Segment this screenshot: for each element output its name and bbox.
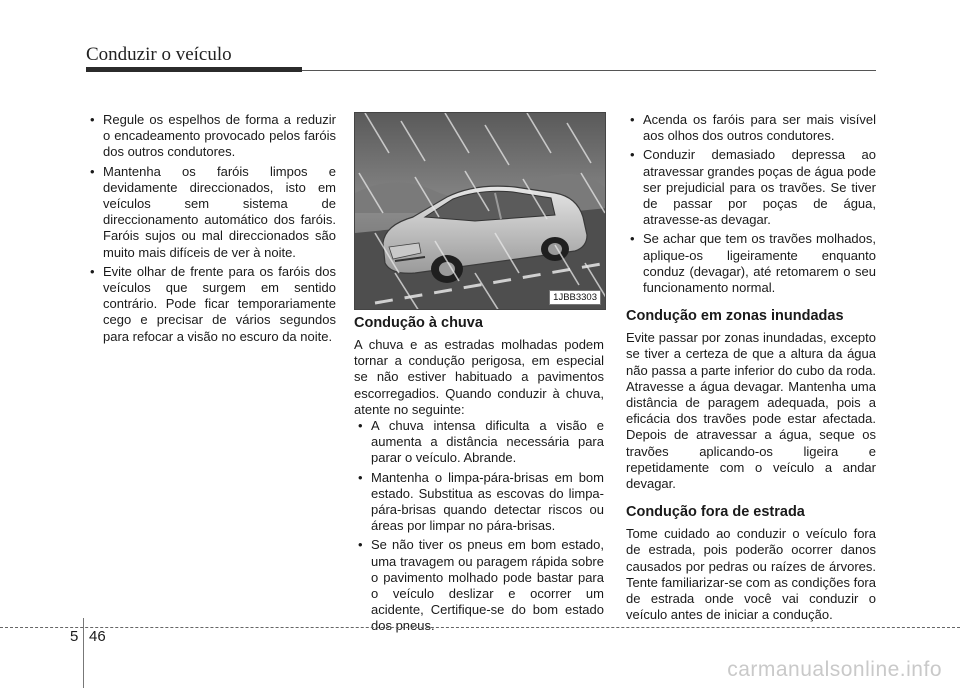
column-3 <box>626 112 876 623</box>
column-2 <box>354 314 604 638</box>
bullet-item: • A chuva intensa dificulta a visão e aumenta a distância necessária para parar o veículo. Abrande. <box>354 418 604 467</box>
car-in-rain-image <box>355 113 606 310</box>
bullet-item: • Mantenha o limpa-pára-brisas em bom estado. Substitua as escovas do limpa-pára-brisas quando detectar riscos ou áreas por limpar no pára-brisas. <box>354 470 604 535</box>
flood-section-text: Evite passar por zonas inundadas, excepto se tiver a certeza de que a altura da água não passa a parte inferior do cubo da roda. Atravesse a água devagar. Mantenha uma distância de paragem adequada, pois a eficácia dos travões pode estar afectada. Depois de atravessar a água, seque os travões aplicando-os ligeira e repetidamente com o veículo a andar devagar. <box>626 330 876 492</box>
bullet-item: • Conduzir demasiado depressa ao atravessar grandes poças de água pode ser prejudicial para os travões. Se tiver de passar por poças de água, atravesse-as devagar. <box>626 147 876 228</box>
rain-section-heading: Condução à chuva <box>354 315 483 331</box>
header-rule-thin <box>302 70 876 71</box>
bullet-item: • Se não tiver os pneus em bom estado, uma travagem ou paragem rápida sobre o pavimento molhado pode bastar para o veículo deslizar e ocorrer um acidente, Certifique-se do bom estado dos pneus. <box>354 537 604 634</box>
watermark-text: carmanualsonline.info <box>727 658 942 681</box>
bullet-item: • Se achar que tem os travões molhados, aplique-os ligeiramente enquanto conduz (devagar), até retomarem o seu funcionamento normal. <box>626 231 876 296</box>
offroad-section-heading: Condução fora de estrada <box>626 504 805 521</box>
rain-car-illustration <box>354 112 606 310</box>
footer-dashed-rule <box>0 627 960 628</box>
bullet-item: • Acenda os faróis para ser mais visível aos olhos dos outros condutores. <box>626 112 876 144</box>
column-1 <box>86 112 336 348</box>
chapter-number: 5 <box>70 628 79 645</box>
rain-section-intro: A chuva e as estradas molhadas podem tornar a condução perigosa, em especial se não estiver habituado a pavimentos escorregadios. Quando conduzir à chuva, atente no seguinte: <box>354 337 604 417</box>
rain-bullets <box>354 418 604 635</box>
flood-section-heading: Condução em zonas inundadas <box>626 308 844 325</box>
bullet-item: • Regule os espelhos de forma a reduzir o encadeamento provocado pelos faróis dos outros condutores. <box>86 112 336 161</box>
page-header-title: Conduzir o veículo <box>86 44 232 65</box>
header-rule-thick <box>86 67 302 72</box>
bullet-item: • Evite olhar de frente para os faróis dos veículos que surgem em sentido contrário. Pode ficar temporariamente cego e precisar de vários segundos para refocar a visão no escuro da noite. <box>86 264 336 345</box>
rain-extra-bullets <box>626 112 876 296</box>
bullet-item: • Mantenha os faróis limpos e devidamente direccionados, isto em veículos sem sistema de direccionamento automático dos faróis. Faróis sujos ou mal direccionados são muito mais difíceis de ver à noite. <box>86 164 336 261</box>
night-driving-bullets <box>86 112 336 345</box>
footer-separator <box>83 618 84 688</box>
figure-code-label: 1JBB3303 <box>549 290 601 305</box>
page-number: 46 <box>89 628 106 645</box>
offroad-section-text: Tome cuidado ao conduzir o veículo fora de estrada, pois poderão ocorrer danos causados por pedras ou raízes de árvores. Tente familiarizar-se com as condições fora de estrada onde você vai conduzir o veículo antes de iniciar a condução. <box>626 526 876 623</box>
